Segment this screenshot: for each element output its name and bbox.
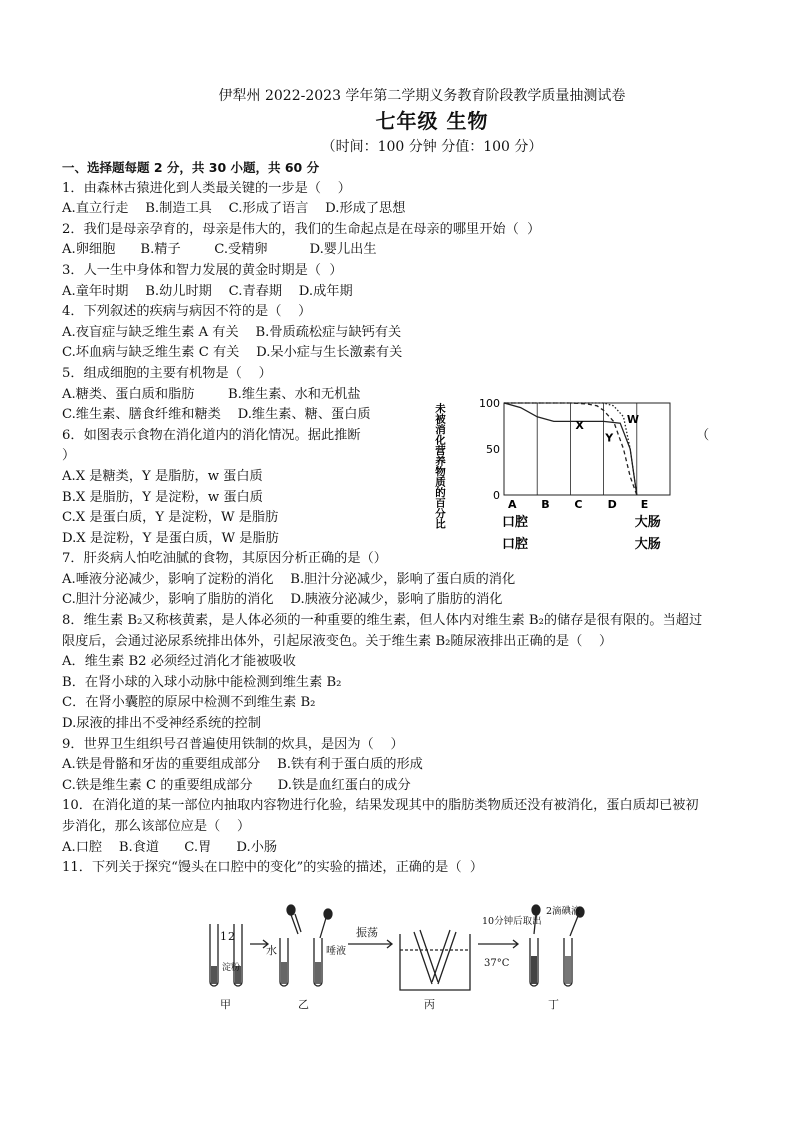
dropper-2 xyxy=(320,918,326,938)
wait-label: 10分钟后取出 xyxy=(482,916,542,927)
y-tick-label: 50 xyxy=(486,443,500,457)
question-7-options-cd: C.胆汁分泌减少，影响了脂肪的消化 D.胰液分泌减少，影响了脂肪的消化 xyxy=(62,592,503,608)
question-6-option-a: A.X 是糖类，Y 是脂肪，w 蛋白质 xyxy=(62,468,263,484)
label-ding: 丁 xyxy=(548,998,559,1011)
organ-label: 大肠 xyxy=(634,515,661,531)
experiment-figure xyxy=(200,904,660,1014)
question-8-option-c: C．在肾小囊腔的原尿中检测不到维生素 B₂ xyxy=(62,695,316,711)
tube-group-jia xyxy=(210,924,242,1011)
section-label: C xyxy=(574,498,583,512)
organ-label-repeat: 口腔 xyxy=(502,537,529,553)
series-label-w: W xyxy=(626,413,639,427)
label-bing: 丙 xyxy=(424,998,435,1011)
question-6-option-d: D.X 是淀粉，Y 是蛋白质，W 是脂肪 xyxy=(62,530,279,546)
starch-fill-1 xyxy=(211,966,217,984)
arrow-2 xyxy=(348,940,392,948)
question-9-options-cd: C.铁是维生素 C 的重要组成部分 D.铁是血红蛋白的成分 xyxy=(62,777,411,793)
question-2-stem: 2．我们是母亲孕育的，母亲是伟大的，我们的生命起点是在母亲的哪里开始（ ） xyxy=(62,221,541,237)
question-2-options: A.卵细胞 B.精子 C.受精卵 D.婴儿出生 xyxy=(62,242,377,258)
question-10-line-2: 步消化，那么该部位应是（ ） xyxy=(62,819,251,834)
question-9-stem: 9．世界卫生组织号召普遍使用铁制的炊具，是因为（ ） xyxy=(62,736,404,752)
question-7-options-ab: A.唾液分泌减少，影响了淀粉的消化 B.胆汁分泌减少，影响了蛋白质的消化 xyxy=(62,571,516,587)
tube-number-2: 2 xyxy=(228,930,235,943)
water-label: 水 xyxy=(266,944,277,957)
starch-label: 淀粉 xyxy=(222,963,241,973)
question-3-stem: 3．人一生中身体和智力发展的黄金时期是（ ） xyxy=(62,262,343,278)
question-8-option-b: B．在肾小球的入球小动脉中能检测到维生素 B₂ xyxy=(62,674,342,690)
exam-page xyxy=(62,86,742,879)
tube-group-yi xyxy=(266,905,346,1011)
organ-label: 口腔 xyxy=(502,515,529,531)
question-6-paren-open: （ xyxy=(696,427,710,443)
question-3-options: A.童年时期 B.幼儿时期 C.青春期 D.成年期 xyxy=(62,283,353,299)
question-1-stem: 1．由森林古猿进化到人类最关键的一步是（ ） xyxy=(62,180,351,196)
y-tick-label: 0 xyxy=(493,489,500,503)
fill-yi-2 xyxy=(315,962,321,984)
question-4-options-ab: A.夜盲症与缺乏维生素 A 有关 B.骨质疏松症与缺钙有关 xyxy=(62,324,402,340)
question-4-options-cd: C.坏血病与缺乏维生素 C 有关 D.呆小症与生长激素有关 xyxy=(62,345,403,361)
question-8-option-d: D.尿液的排出不受神经系统的控制 xyxy=(62,716,261,732)
label-yi: 乙 xyxy=(298,998,309,1011)
fill-ding-1 xyxy=(531,956,537,984)
question-6-block xyxy=(62,397,742,553)
beaker xyxy=(400,934,470,990)
saliva-label: 唾液 xyxy=(326,946,346,957)
dropper-bulb-3 xyxy=(532,905,540,915)
question-5-options-cd: C.维生素、膳食纤维和糖类 D.维生素、糖、蛋白质 xyxy=(62,407,371,423)
exam-time-score: （时间：100 分钟 分值：100 分） xyxy=(321,139,543,155)
organ-label-repeat: 大肠 xyxy=(634,537,661,553)
question-1-options: A.直立行走 B.制造工具 C.形成了语言 D.形成了思想 xyxy=(62,201,406,217)
dropper-bulb-1 xyxy=(287,905,295,915)
question-7-stem: 7．肝炎病人怕吃油腻的食物，其原因分析正确的是（） xyxy=(62,551,387,567)
dropper-bulb-2 xyxy=(324,909,332,919)
question-6-option-b: B.X 是脂肪，Y 是淀粉，w 蛋白质 xyxy=(62,489,263,505)
series-label-x: X xyxy=(575,418,584,432)
y-axis-label: 未被消化营养物质的百分比 xyxy=(434,403,446,530)
question-8-line-1: 8．维生素 B₂又称核黄素，是人体必须的一种重要的维生素，但人体内对维生素 B₂的储存是很有限的。当超过 xyxy=(62,613,703,629)
section-label: B xyxy=(541,498,550,512)
dropper-4 xyxy=(570,916,578,936)
temp-label: 37°C xyxy=(484,958,510,969)
question-4-stem: 4．下列叙述的疾病与病因不符的是（ ） xyxy=(62,304,312,320)
label-jia: 甲 xyxy=(220,998,231,1011)
section-label: E xyxy=(640,498,649,512)
series-label-y: Y xyxy=(605,431,614,445)
fill-yi-1 xyxy=(281,962,287,984)
question-6-option-c: C.X 是蛋白质，Y 是淀粉，W 是脂肪 xyxy=(62,510,279,526)
question-6-text: 6．如图表示食物在消化道内的消化情况。据此推断 xyxy=(62,427,361,443)
section-label: A xyxy=(508,498,517,512)
question-8-option-a: A．维生素 B2 必须经过消化才能被吸收 xyxy=(62,654,296,670)
shake-label: 振荡 xyxy=(356,926,378,939)
arrow-3 xyxy=(478,940,518,948)
chart-frame xyxy=(504,403,670,495)
iodine-label: 2滴碘液 xyxy=(546,906,581,917)
tube-number-1: 1 xyxy=(220,930,227,943)
water-bath-bing xyxy=(400,930,470,1011)
question-11-stem: 11．下列关于探究“馒头在口腔中的变化”的实验的描述，正确的是（ ） xyxy=(62,860,484,876)
question-5-stem: 5．组成细胞的主要有机物是（ ） xyxy=(62,365,272,381)
page-title: 七年级 生物 xyxy=(375,109,489,133)
question-10-options: A.口腔 B.食道 C.胃 D.小肠 xyxy=(62,839,278,855)
section-label: D xyxy=(607,498,617,512)
question-8-line-2: 限度后，会通过泌尿系统排出体外，引起尿液变色。关于维生素 B₂随尿液排出正确的是（ ） xyxy=(62,633,613,649)
fill-ding-2 xyxy=(565,956,571,984)
question-5-options-ab: A.糖类、蛋白质和脂肪 B.维生素、水和无机盐 xyxy=(62,386,361,402)
section-heading: 一、选择题每题 2 分，共 30 小题，共 60 分 xyxy=(62,160,320,175)
question-6-paren-close: ） xyxy=(62,448,76,464)
question-10-line-1: 10．在消化道的某一部位内抽取内容物进行化验，结果发现其中的脂肪类物质还没有被消化，蛋白质却已被初 xyxy=(62,798,699,814)
exam-header: 伊犁州 2022-2023 学年第二学期义务教育阶段教学质量抽测试卷 xyxy=(218,88,626,104)
question-9-options-ab: A.铁是骨骼和牙齿的重要组成部分 B.铁有利于蛋白质的形成 xyxy=(62,757,423,773)
digestion-chart xyxy=(432,391,710,553)
y-tick-label: 100 xyxy=(479,397,500,411)
